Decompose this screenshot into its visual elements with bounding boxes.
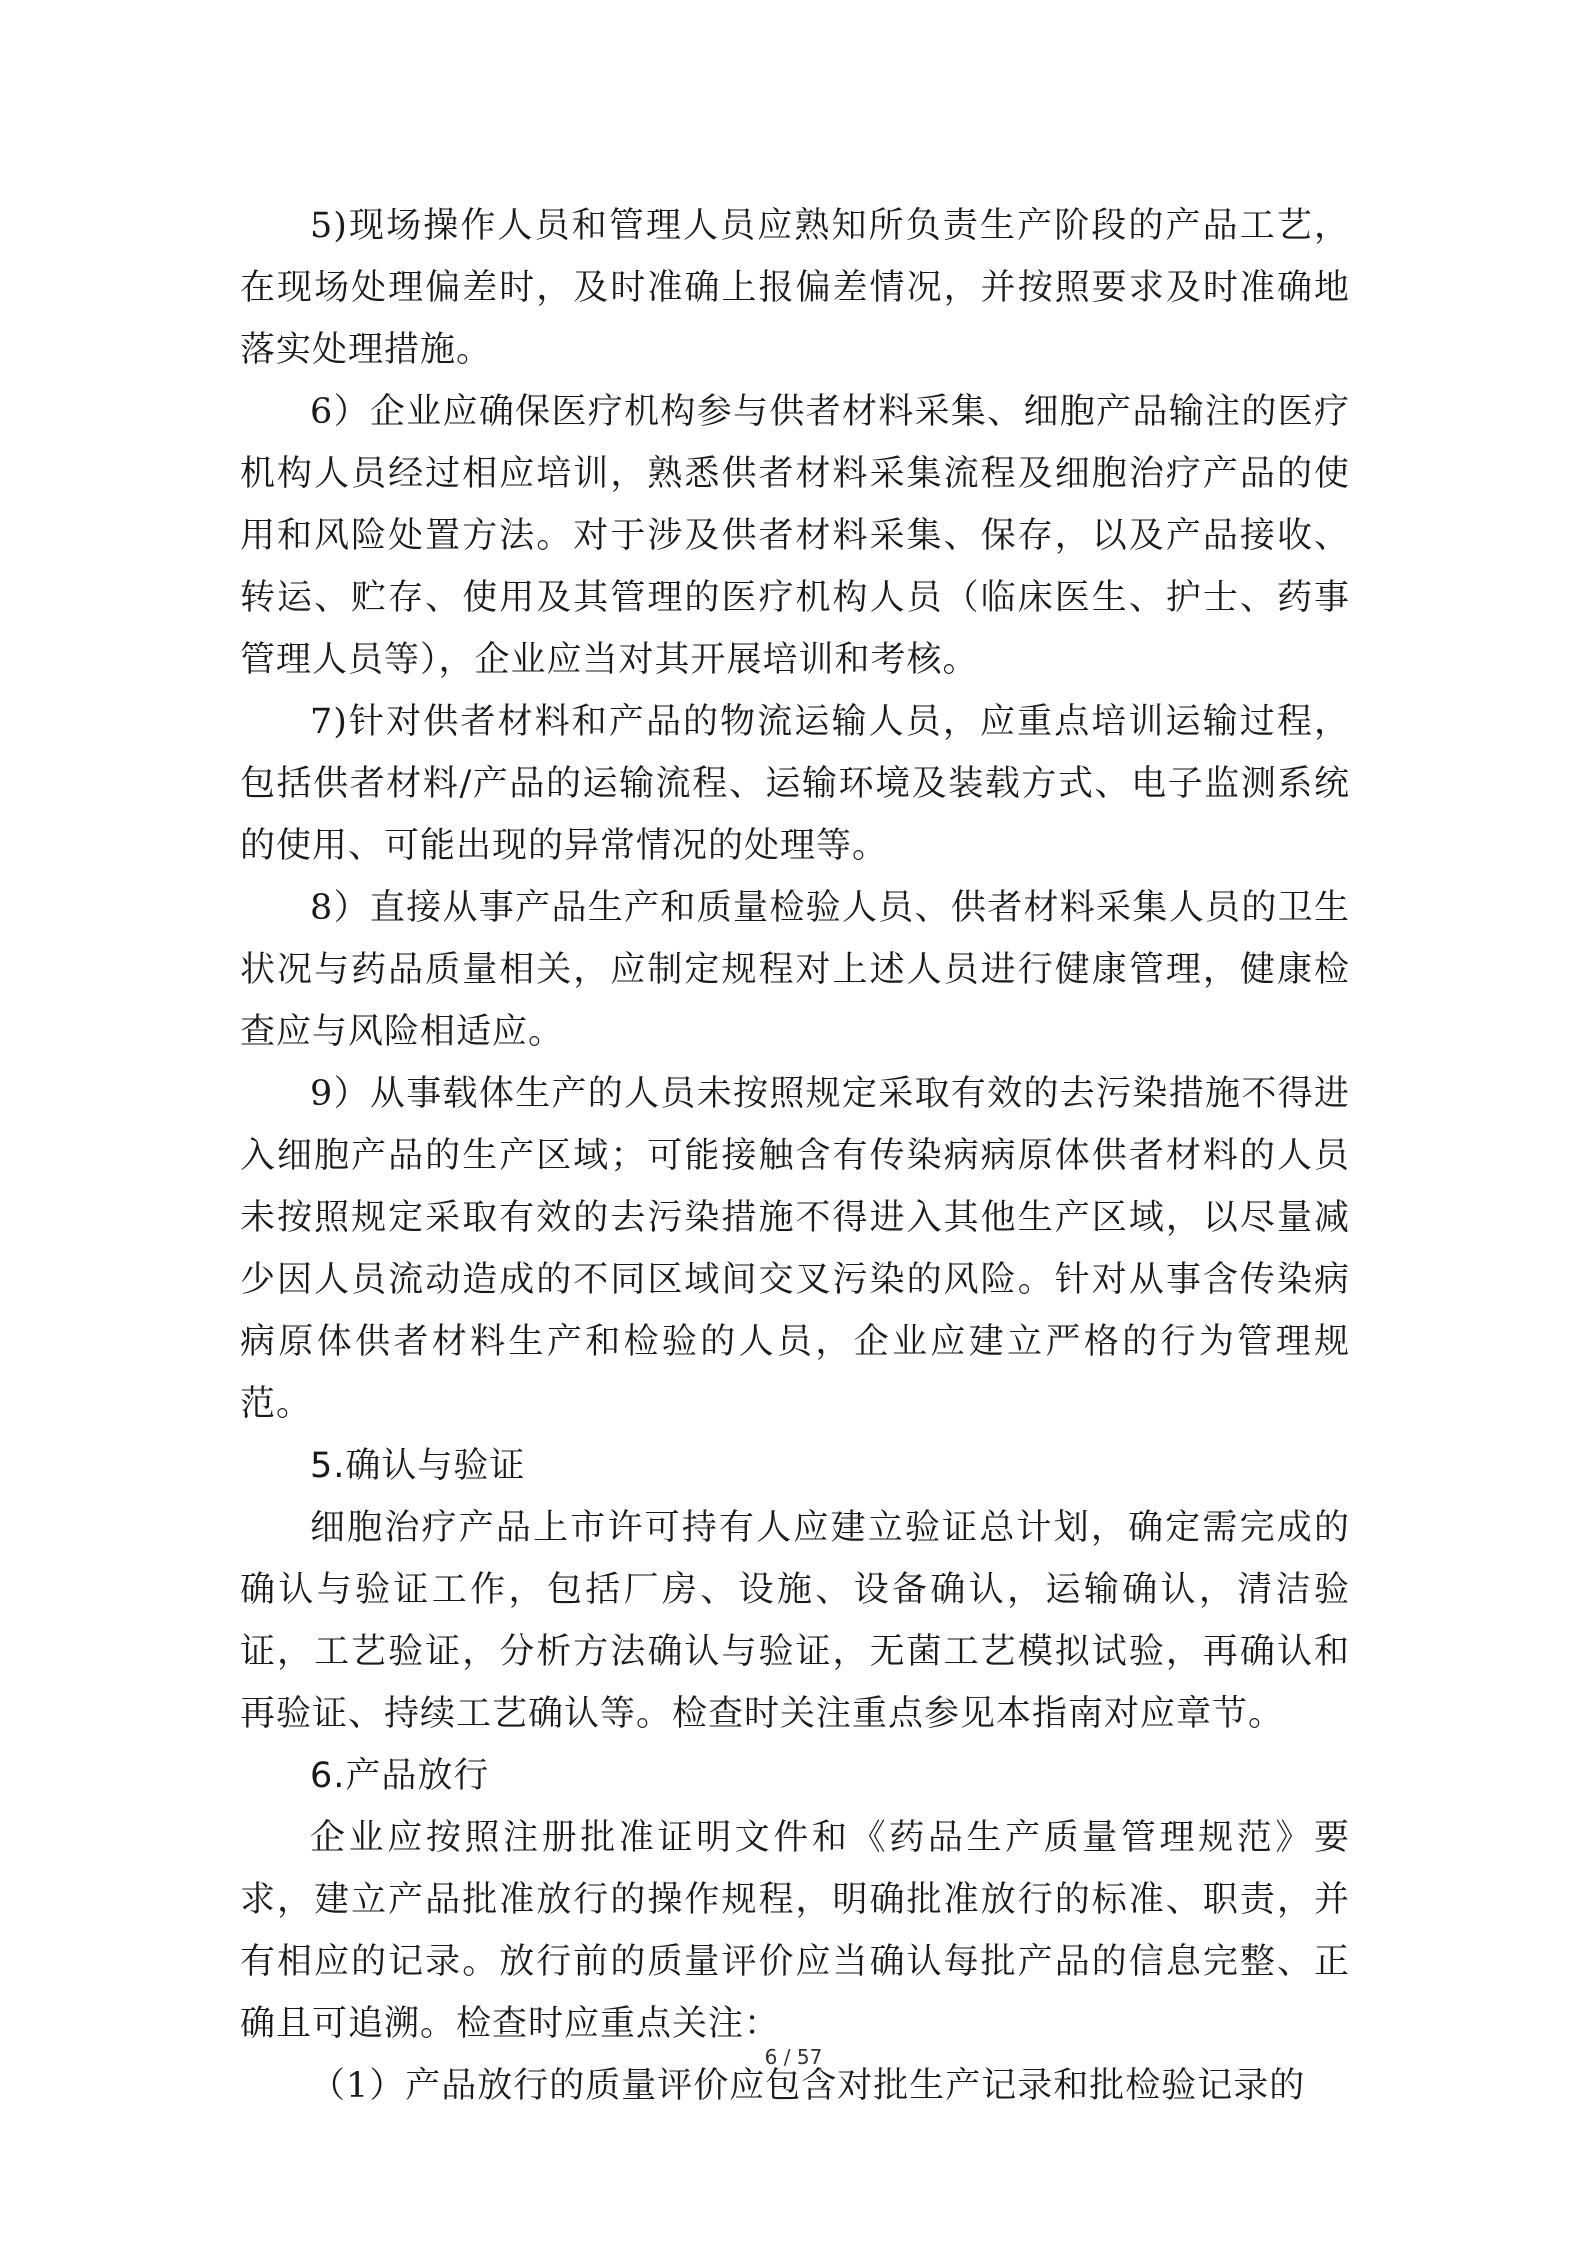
page-number: 6 / 57: [764, 2045, 823, 2069]
paragraph-release-item-1: （1）产品放行的质量评价应包含对批生产记录和批检验记录的: [310, 2066, 1306, 2106]
section-heading-validation: 5.确认与验证: [310, 1446, 526, 1486]
paragraph-item-5: 5)现场操作人员和管理人员应熟知所负责生产阶段的产品工艺，在现场处理偏差时，及时准确上报偏差情况，并按照要求及时准确地落实处理措施。: [240, 206, 1350, 370]
paragraph-release-body: 企业应按照注册批准证明文件和《药品生产质量管理规范》要求，建立产品批准放行的操作规程，明确批准放行的标准、职责，并有相应的记录。放行前的质量评价应当确认每批产品的信息完整、正确且可追溯。检查时应重点关注：: [240, 1818, 1350, 2044]
paragraph-item-8: 8）直接从事产品生产和质量检验人员、供者材料采集人员的卫生状况与药品质量相关，应制定规程对上述人员进行健康管理，健康检查应与风险相适应。: [240, 888, 1350, 1052]
paragraph-item-7: 7)针对供者材料和产品的物流运输人员，应重点培训运输过程，包括供者材料/产品的运输流程、运输环境及装载方式、电子监测系统的使用、可能出现的异常情况的处理等。: [240, 702, 1350, 866]
paragraph-item-6: 6）企业应确保医疗机构参与供者材料采集、细胞产品输注的医疗机构人员经过相应培训，熟悉供者材料采集流程及细胞治疗产品的使用和风险处置方法。对于涉及供者材料采集、保存，以及产品接收、转运、贮存、使用及其管理的医疗机构人员（临床医生、护士、药事管理人员等），企业应当对其开展培训和考核。: [240, 392, 1350, 680]
section-heading-release: 6.产品放行: [310, 1756, 490, 1796]
paragraph-validation-body: 细胞治疗产品上市许可持有人应建立验证总计划，确定需完成的确认与验证工作，包括厂房、设施、设备确认，运输确认，清洁验证，工艺验证，分析方法确认与验证，无菌工艺模拟试验，再确认和再验证、持续工艺确认等。检查时关注重点参见本指南对应章节。: [240, 1508, 1350, 1734]
paragraph-item-9: 9）从事载体生产的人员未按照规定采取有效的去污染措施不得进入细胞产品的生产区域；可能接触含有传染病病原体供者材料的人员未按照规定采取有效的去污染措施不得进入其他生产区域，以尽量减少因人员流动造成的不同区域间交叉污染的风险。针对从事含传染病病原体供者材料生产和检验的人员，企业应建立严格的行为管理规范。: [240, 1074, 1350, 1424]
document-body: [240, 195, 1350, 2117]
